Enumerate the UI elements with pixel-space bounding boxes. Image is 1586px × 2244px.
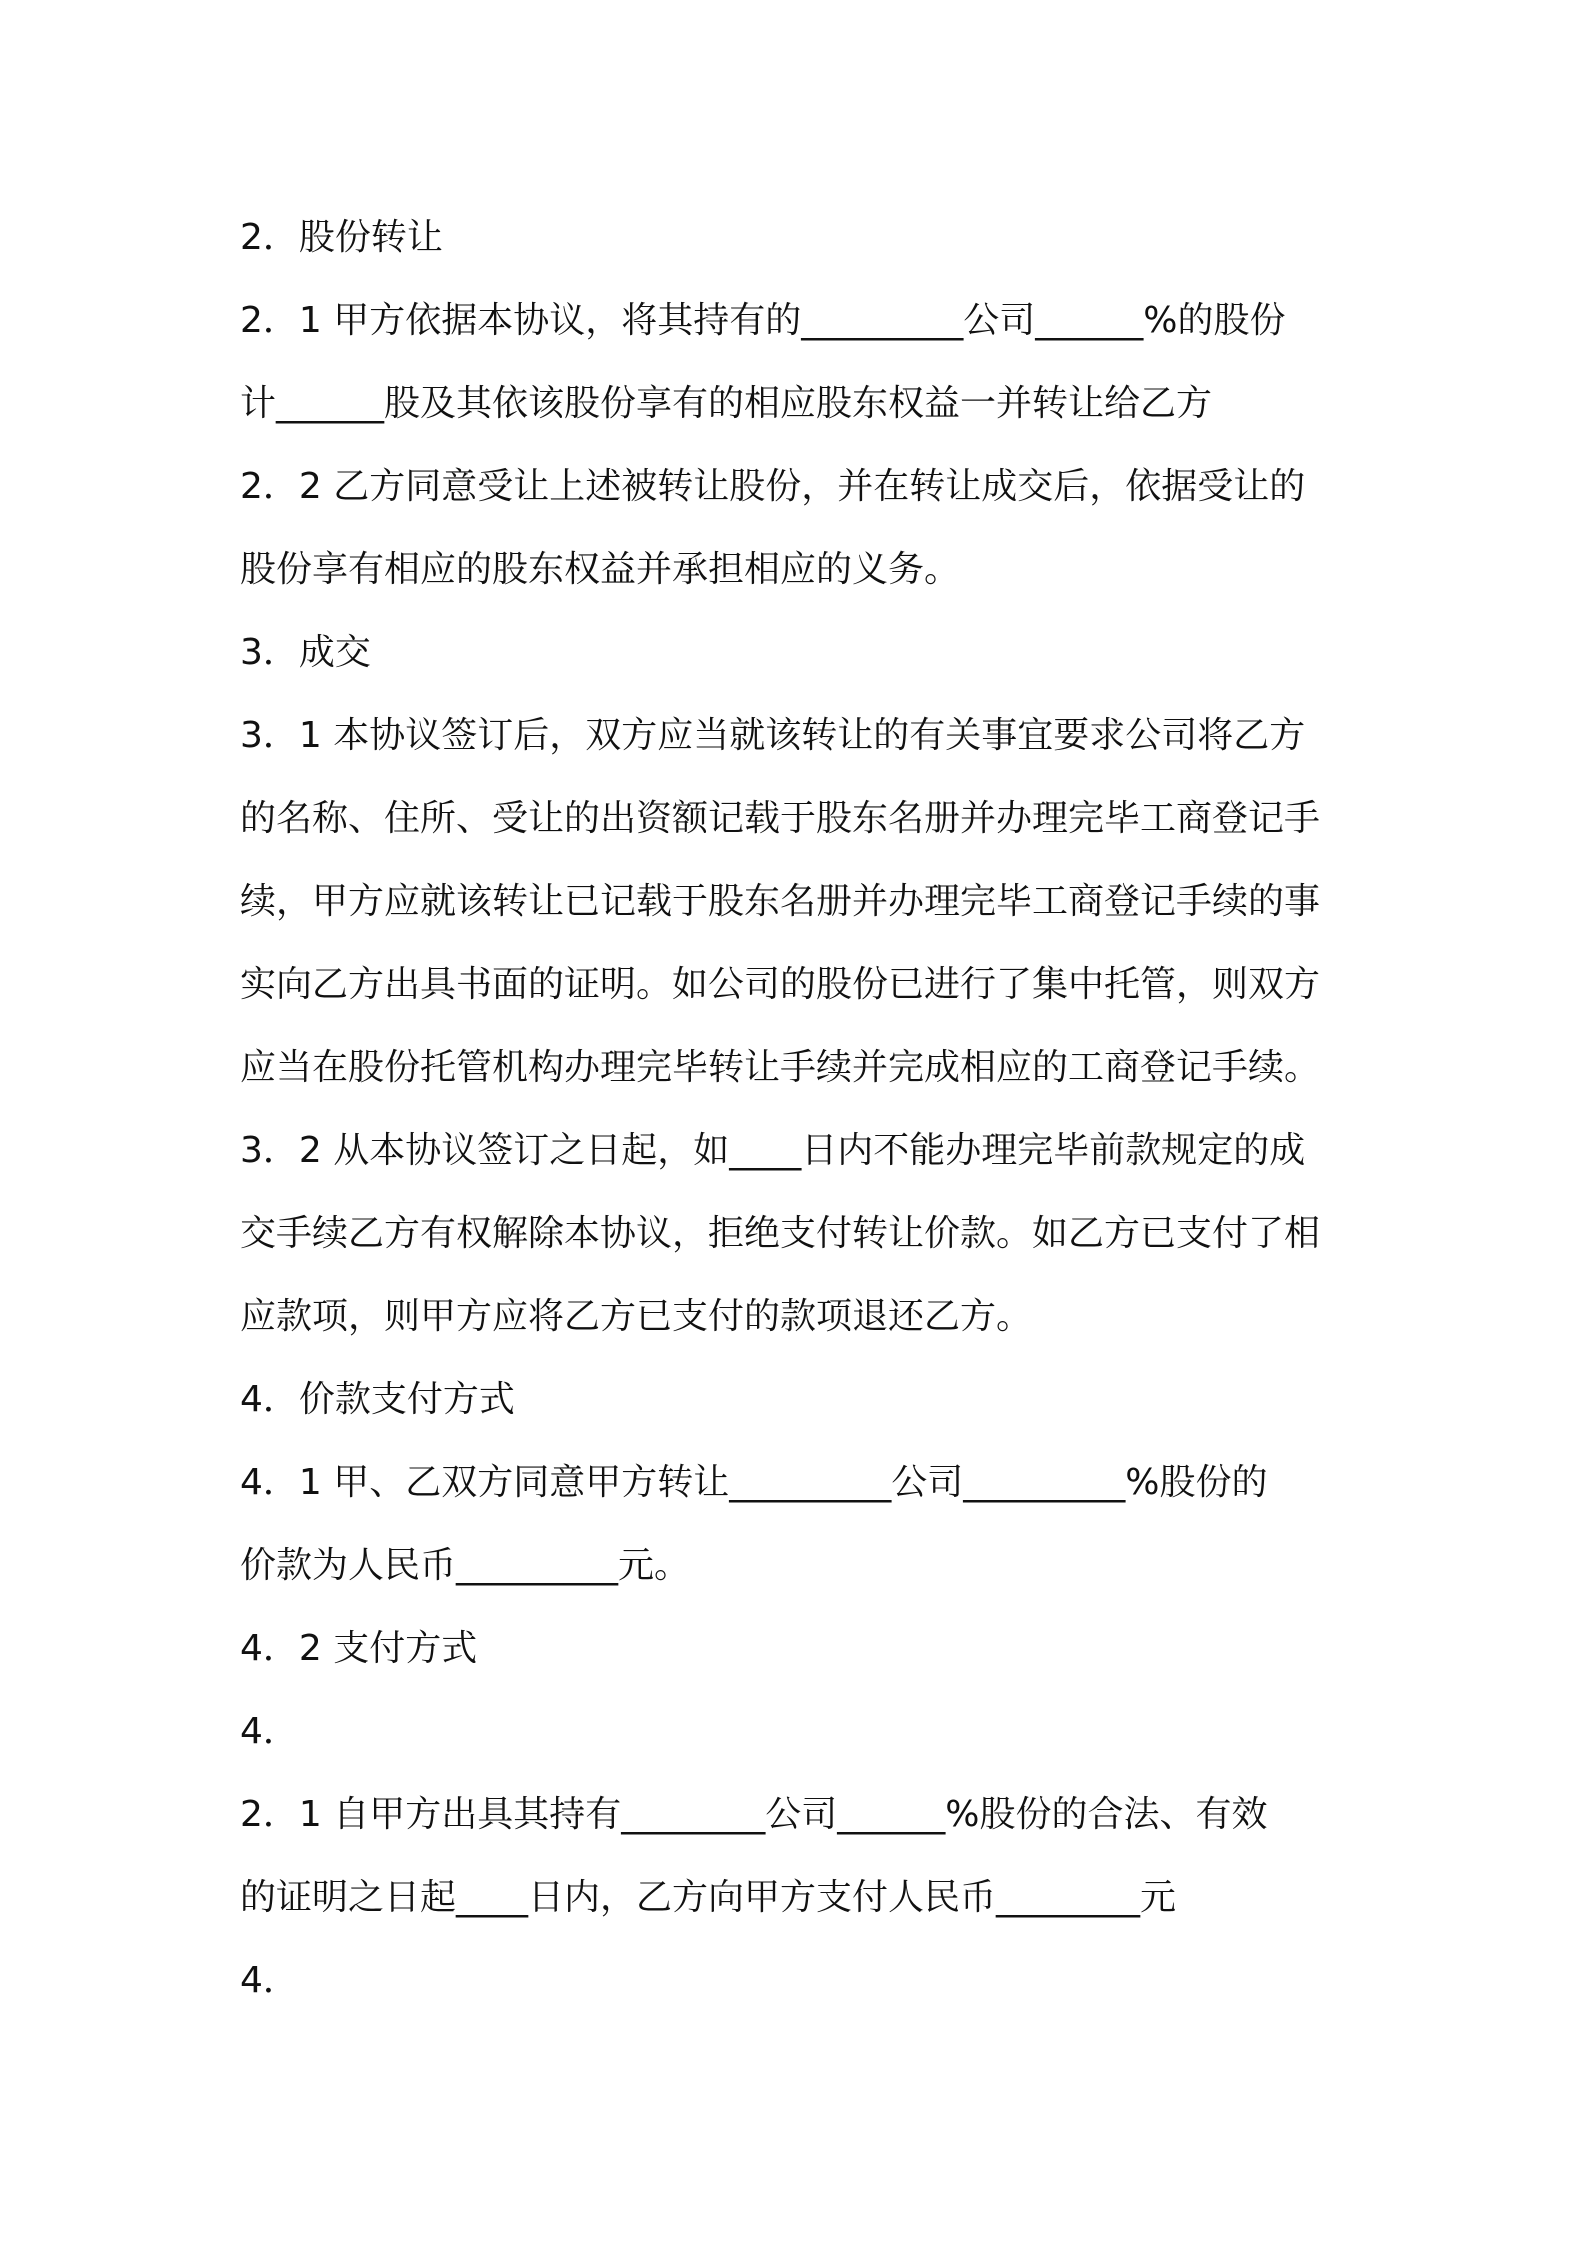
clause-4-1-line-1: 4．1 甲、乙双方同意甲方转让_________公司_________%股份的 — [240, 1462, 1268, 1503]
clause-4-2-heading: 4．2 支付方式 — [240, 1628, 478, 1669]
clause-4-2-1-line-2: 的证明之日起____日内，乙方向甲方支付人民币________元 — [240, 1877, 1177, 1918]
document-body — [240, 196, 1360, 2022]
clause-3-2-line-2: 交手续乙方有权解除本协议，拒绝支付转让价款。如乙方已支付了相 — [240, 1213, 1321, 1254]
clause-3-1-line-2: 的名称、住所、受让的出资额记载于股东名册并办理完毕工商登记手 — [240, 798, 1321, 839]
section-heading-closing: 3．成交 — [240, 632, 371, 673]
clause-3-1-line-5: 应当在股份托管机构办理完毕转让手续并完成相应的工商登记手续。 — [240, 1047, 1321, 1088]
clause-3-2-line-1: 3．2 从本协议签订之日起，如____日内不能办理完毕前款规定的成 — [240, 1130, 1306, 1171]
clause-4-2-1-line-1: 2．1 自甲方出具其持有________公司______%股份的合法、有效 — [240, 1794, 1268, 1835]
clause-4-number-fragment-end: 4． — [240, 1960, 299, 2001]
section-heading-payment: 4．价款支付方式 — [240, 1379, 515, 1420]
clause-2-1-line-1: 2．1 甲方依据本协议，将其持有的_________公司______%的股份 — [240, 300, 1286, 341]
clause-3-1-line-4: 实向乙方出具书面的证明。如公司的股份已进行了集中托管，则双方 — [240, 964, 1321, 1005]
clause-3-1-line-3: 续，甲方应就该转让已记载于股东名册并办理完毕工商登记手续的事 — [240, 881, 1321, 922]
clause-4-number-fragment: 4． — [240, 1711, 299, 1752]
clause-4-1-line-2: 价款为人民币_________元。 — [240, 1545, 691, 1586]
clause-3-2-line-3: 应款项，则甲方应将乙方已支付的款项退还乙方。 — [240, 1296, 1033, 1337]
clause-3-1-line-1: 3．1 本协议签订后，双方应当就该转让的有关事宜要求公司将乙方 — [240, 715, 1306, 756]
clause-2-2-line-2: 股份享有相应的股东权益并承担相应的义务。 — [240, 549, 961, 590]
clause-2-2-line-1: 2．2 乙方同意受让上述被转让股份，并在转让成交后，依据受让的 — [240, 466, 1306, 507]
section-heading-share-transfer: 2．股份转让 — [240, 217, 443, 258]
clause-2-1-line-2: 计______股及其依该股份享有的相应股东权益一并转让给乙方 — [240, 383, 1213, 424]
